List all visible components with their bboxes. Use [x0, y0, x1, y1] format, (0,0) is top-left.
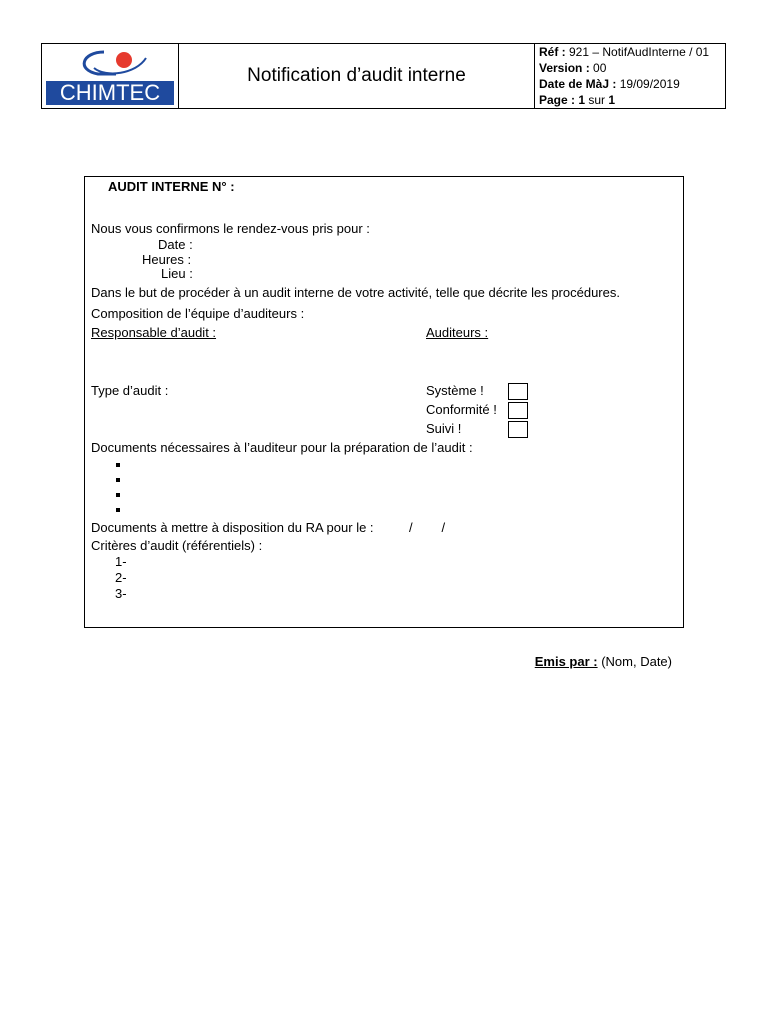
lieu-label: Lieu :	[161, 266, 193, 281]
confirm-text: Nous vous confirmons le rendez-vous pris pour :	[91, 221, 370, 236]
emis-label: Emis par :	[534, 654, 598, 669]
audit-form	[84, 176, 684, 628]
ref-line: Réf : 921 – NotifAudInterne / 01	[539, 45, 710, 59]
logo-cell	[42, 44, 179, 108]
criteres-label: Critères d’audit (référentiels) :	[91, 538, 263, 553]
purpose-text: Dans le but de procéder à un audit interne de votre activité, telle que décrite les procédures.	[91, 285, 620, 300]
document-header	[41, 43, 726, 109]
emis-par	[535, 654, 672, 669]
documents-label: Documents nécessaires à l’auditeur pour la préparation de l’audit :	[91, 440, 473, 455]
page-title: Notification d’audit interne	[179, 44, 535, 108]
list-bullet	[116, 493, 120, 497]
documents-ra-label: Documents à mettre à disposition du RA pour le :	[91, 520, 374, 535]
list-bullet	[116, 478, 120, 482]
logo-text: CHIMTEC	[59, 80, 161, 105]
type-option-conformite: Conformité !	[426, 402, 497, 417]
composition-label: Composition de l’équipe d’auditeurs :	[91, 306, 305, 321]
emis-value: (Nom, Date)	[597, 654, 672, 669]
date-slashes: / /	[409, 520, 446, 535]
type-option-suivi: Suivi !	[426, 421, 462, 436]
audit-heading: AUDIT INTERNE N° :	[108, 179, 235, 194]
date-label: Date :	[158, 237, 193, 252]
list-bullet	[116, 508, 120, 512]
page-line: Page : 1 sur 1	[539, 93, 616, 107]
responsable-label: Responsable d’audit :	[91, 325, 217, 340]
checkbox-conformite[interactable]	[508, 402, 528, 419]
checkbox-suivi[interactable]	[508, 421, 528, 438]
chimtec-logo	[46, 48, 174, 105]
critere-item-2: 2-	[115, 570, 127, 585]
checkbox-systeme[interactable]	[508, 383, 528, 400]
auditeurs-label: Auditeurs :	[426, 325, 489, 340]
heures-label: Heures :	[142, 252, 192, 267]
type-option-systeme: Système !	[426, 383, 484, 398]
type-label: Type d’audit :	[91, 383, 169, 398]
list-bullet	[116, 463, 120, 467]
version-line: Version : 00	[539, 61, 607, 75]
document-meta	[535, 44, 725, 108]
date-line: Date de MàJ : 19/09/2019	[539, 77, 680, 91]
critere-item-1: 1-	[115, 554, 127, 569]
critere-item-3: 3-	[115, 586, 127, 601]
